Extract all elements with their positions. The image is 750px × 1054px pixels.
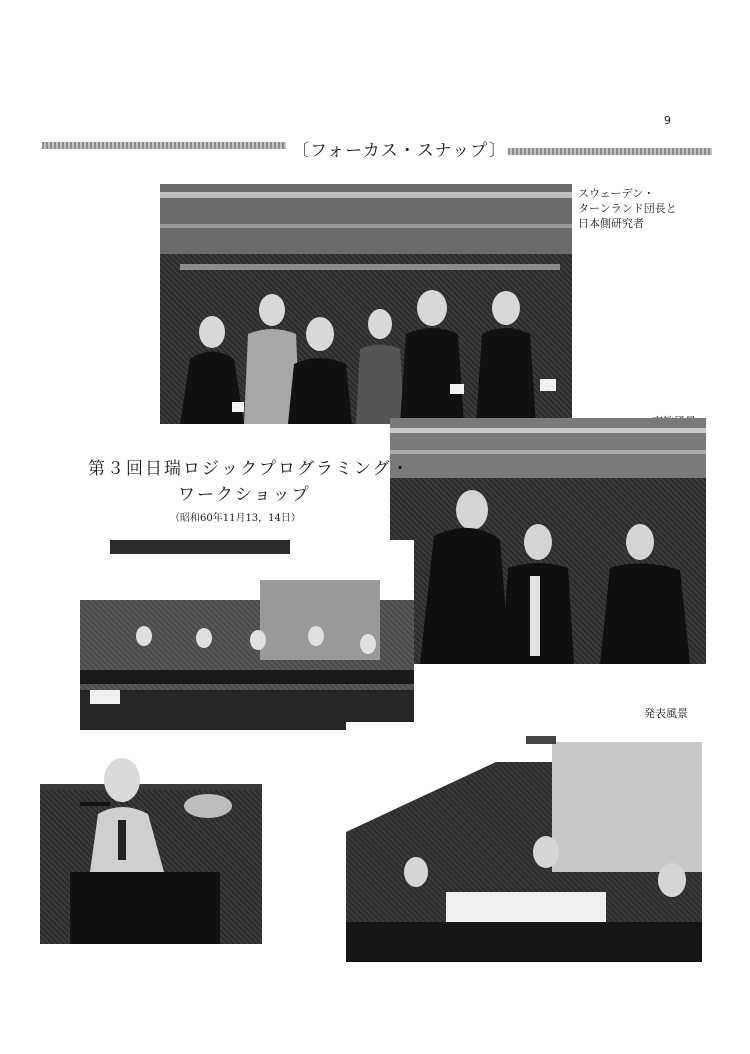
photo-panel-discussion <box>80 540 414 730</box>
event-date: （昭和60年11月13，14日） <box>170 513 301 524</box>
caption-presentation: 発表風景 <box>644 707 688 720</box>
photo-reception <box>390 418 706 664</box>
caption-delegation-line2: ターンランド団長と <box>578 202 677 215</box>
caption-delegation-line3: 日本側研究者 <box>578 217 644 230</box>
section-title: 〔フォーカス・スナップ〕 <box>292 141 507 161</box>
caption-delegation-line1: スウェーデン・ <box>578 187 655 200</box>
photo-presentation-room <box>346 722 702 962</box>
event-title-line1: 第３回日瑞ロジックプログラミング・ <box>88 459 411 479</box>
event-title-line2: ワークショップ <box>178 485 311 505</box>
photo-speaker <box>40 744 262 944</box>
photo-delegation-group <box>160 184 572 424</box>
banner-rule-right <box>508 148 712 155</box>
page-number: 9 <box>664 114 671 127</box>
banner-rule-left <box>42 142 286 149</box>
